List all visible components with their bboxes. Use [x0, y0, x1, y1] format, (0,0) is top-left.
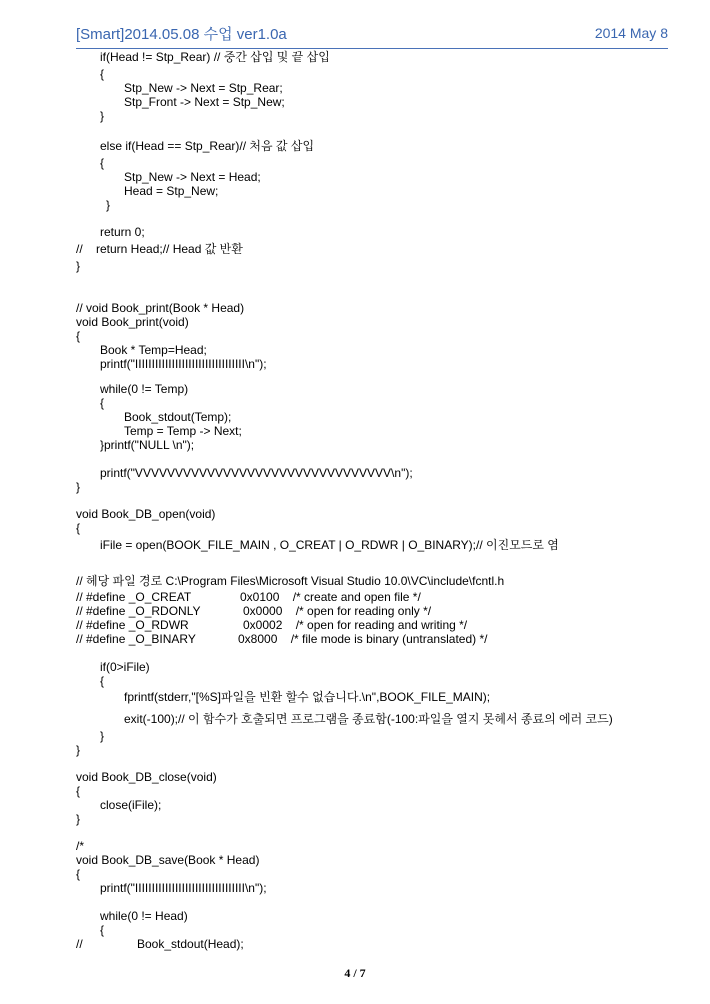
code-line: } [106, 198, 111, 212]
code-line: 0x0100 /* create and open file */ [240, 590, 421, 604]
code-line: // void Book_print(Book * Head) [76, 301, 245, 315]
code-line: { [100, 67, 105, 81]
page-number: 4 / 7 [344, 966, 366, 980]
code-line: { [100, 396, 105, 410]
code-line: printf("IIIIIIIIIIIIIIIIIIIIIIIIIIIIIIIII\n"); [100, 357, 267, 371]
code-line: { [76, 329, 81, 343]
code-line: // 헤당 파일 경로 C:\Program Files\Microsoft Visual Studio 10.0\VC\include\fcntl.h [76, 574, 505, 588]
code-line: // return Head;// Head 값 반환 [76, 242, 243, 256]
code-line: { [76, 521, 81, 535]
code-line: fprintf(stderr,"[%S]파일을 빈환 할수 없습니다.\n",BOOK_FILE_MAIN); [124, 690, 491, 704]
code-line: // [76, 937, 83, 951]
code-line: printf("VVVVVVVVVVVVVVVVVVVVVVVVVVVVVVVV\n"); [100, 466, 413, 480]
code-line: close(iFile); [100, 798, 162, 812]
code-line: // #define _O_BINARY [76, 632, 196, 646]
code-line: 0x8000 /* file mode is binary (untranslated) */ [238, 632, 488, 646]
code-line: if(Head != Stp_Rear) // 중간 삽입 및 끝 삽입 [100, 50, 330, 64]
code-line: void Book_DB_save(Book * Head) [76, 853, 260, 867]
code-line: // #define _O_CREAT [76, 590, 192, 604]
code-line: while(0 != Temp) [100, 382, 189, 396]
code-line: while(0 != Head) [100, 909, 188, 923]
code-line: Book * Temp=Head; [100, 343, 207, 357]
code-line: Stp_Front -> Next = Stp_New; [124, 95, 285, 109]
code-line: } [76, 743, 81, 757]
code-line: { [100, 674, 105, 688]
code-line: }printf("NULL \n"); [100, 438, 195, 452]
code-line: 0x0000 /* open for reading only */ [243, 604, 432, 618]
code-line: Stp_New -> Next = Head; [124, 170, 261, 184]
code-line: 0x0002 /* open for reading and writing */ [243, 618, 468, 632]
code-line: Temp = Temp -> Next; [124, 424, 242, 438]
code-line: printf("IIIIIIIIIIIIIIIIIIIIIIIIIIIIIIIII\n"); [100, 881, 267, 895]
code-line: } [76, 259, 81, 273]
code-line: void Book_DB_close(void) [76, 770, 217, 784]
code-line: // #define _O_RDONLY [76, 604, 201, 618]
code-line: else if(Head == Stp_Rear)// 처음 값 삽입 [100, 139, 315, 153]
code-line: { [76, 784, 81, 798]
code-line: iFile = open(BOOK_FILE_MAIN , O_CREAT | O_RDWR | O_BINARY);// 이진모드로 염 [100, 538, 559, 552]
code-line: return 0; [100, 225, 145, 239]
code-line: exit(-100);// 이 함수가 호출되면 프로그램을 종료함(-100:파일을 열지 못헤서 종료의 에러 코드) [124, 712, 613, 726]
code-line: Head = Stp_New; [124, 184, 219, 198]
code-line: { [100, 923, 105, 937]
code-line: Book_stdout(Temp); [124, 410, 232, 424]
code-line: } [76, 812, 81, 826]
code-line: } [100, 109, 105, 123]
code-line: { [100, 156, 105, 170]
code-line: /* [76, 839, 85, 853]
code-line: } [76, 480, 81, 494]
code-line: // #define _O_RDWR [76, 618, 189, 632]
code-line: void Book_print(void) [76, 315, 189, 329]
code-line: { [76, 867, 81, 881]
code-line: void Book_DB_open(void) [76, 507, 216, 521]
code-line: Book_stdout(Head); [137, 937, 244, 951]
code-line: if(0>iFile) [100, 660, 150, 674]
header-date: 2014 May 8 [594, 25, 668, 41]
code-line: } [100, 729, 105, 743]
header-title: [Smart]2014.05.08 수업 ver1.0a [76, 26, 287, 43]
code-line: Stp_New -> Next = Stp_Rear; [124, 81, 283, 95]
